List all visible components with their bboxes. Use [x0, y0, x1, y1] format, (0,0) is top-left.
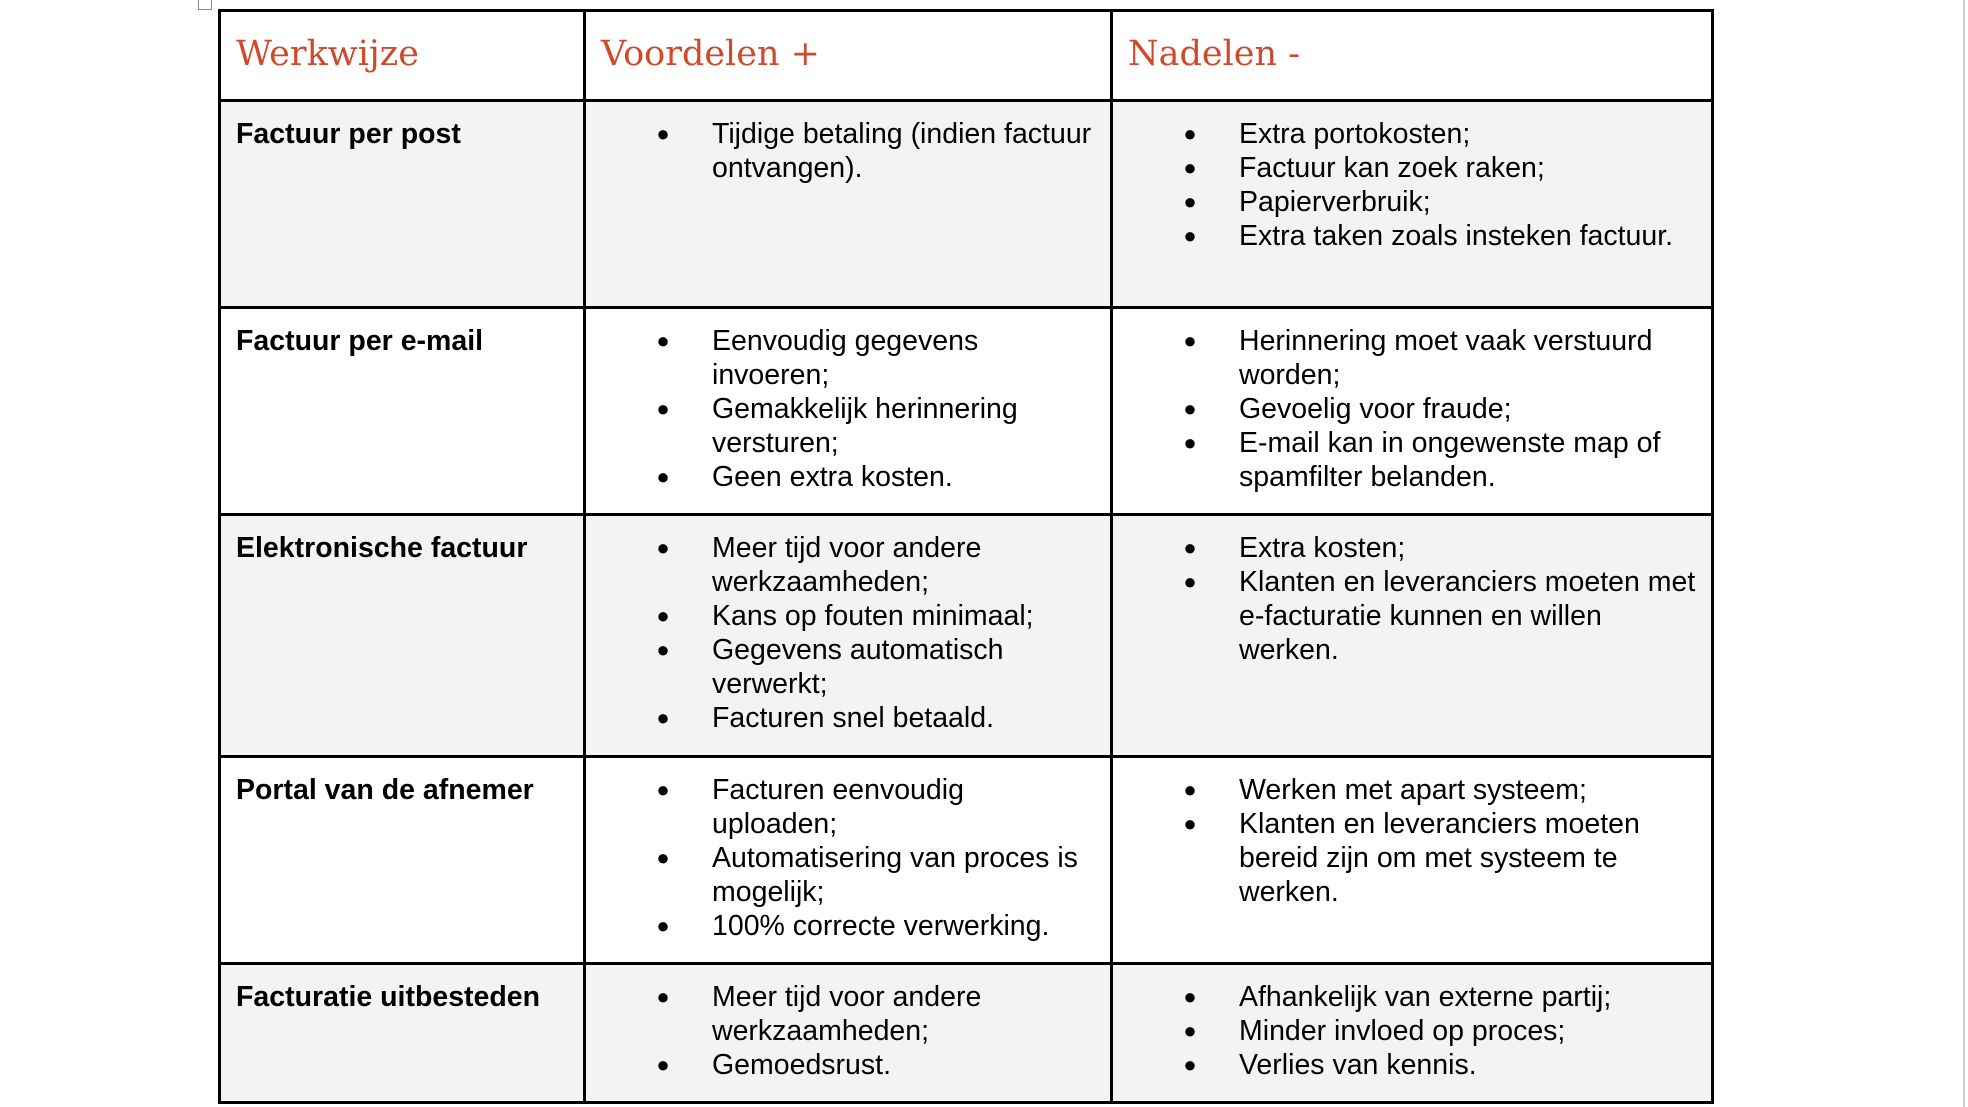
bullet-icon: ●: [656, 121, 670, 146]
list-item: [1183, 185, 1697, 219]
list-item-text: Geen extra kosten.: [712, 461, 953, 493]
cons-list: [1128, 773, 1697, 909]
list-item-text: E-mail kan in ongewenste map of spamfilter belanden.: [1239, 427, 1661, 493]
list-item: [1183, 426, 1697, 494]
bullet-icon: ●: [1183, 328, 1197, 353]
list-item-text: Gegevens automatisch verwerkt;: [712, 634, 1004, 700]
pros-cell: [585, 101, 1112, 308]
bullet-icon: ●: [656, 464, 670, 489]
list-item-text: Meer tijd voor andere werkzaamheden;: [712, 532, 982, 598]
table-row: [220, 101, 1713, 308]
bullet-icon: ●: [656, 603, 670, 628]
list-item: [656, 531, 1096, 599]
table-move-handle[interactable]: [198, 0, 212, 10]
list-item-text: Werken met apart systeem;: [1239, 774, 1587, 806]
list-item-text: Kans op fouten minimaal;: [712, 600, 1034, 632]
list-item-text: Gevoelig voor fraude;: [1239, 393, 1512, 425]
bullet-icon: ●: [1183, 223, 1197, 248]
cons-cell: [1112, 308, 1713, 515]
list-item: [1183, 324, 1697, 392]
list-item: [656, 392, 1096, 460]
bullet-icon: ●: [656, 328, 670, 353]
table-row: [220, 515, 1713, 757]
method-cell: Elektronische factuur: [220, 515, 585, 757]
list-item-text: Extra kosten;: [1239, 532, 1406, 564]
pros-cell: [585, 308, 1112, 515]
pros-list: [601, 324, 1096, 494]
list-item-text: Minder invloed op proces;: [1239, 1015, 1566, 1047]
list-item-text: Eenvoudig gegevens invoeren;: [712, 325, 979, 391]
list-item: [656, 460, 1096, 494]
list-item-text: Facturen snel betaald.: [712, 702, 995, 734]
header-werkwijze: Werkwijze: [220, 11, 585, 101]
cons-cell: [1112, 757, 1713, 964]
list-item: [656, 980, 1096, 1048]
list-item-text: Klanten en leveranciers moeten met e-facturatie kunnen en willen werken.: [1239, 566, 1696, 666]
list-item: [1183, 980, 1697, 1014]
cons-list: [1128, 324, 1697, 494]
cons-cell: [1112, 515, 1713, 757]
list-item: [656, 599, 1096, 633]
bullet-icon: ●: [656, 845, 670, 870]
list-item: [1183, 1014, 1697, 1048]
cons-list: [1128, 531, 1697, 667]
page-edge-divider: [1963, 0, 1965, 1107]
cons-list: [1128, 117, 1697, 253]
bullet-icon: ●: [1183, 811, 1197, 836]
bullet-icon: ●: [1183, 155, 1197, 180]
pros-list: [601, 980, 1096, 1082]
list-item: [656, 841, 1096, 909]
list-item-text: Automatisering van proces is mogelijk;: [712, 842, 1078, 908]
bullet-icon: ●: [656, 705, 670, 730]
list-item: [1183, 565, 1697, 667]
list-item: [656, 633, 1096, 701]
list-item-text: Tijdige betaling (indien factuur ontvangen).: [712, 118, 1092, 184]
list-item: [656, 909, 1096, 943]
bullet-icon: ●: [1183, 1018, 1197, 1043]
list-item: [1183, 392, 1697, 426]
list-item: [1183, 219, 1697, 253]
bullet-icon: ●: [1183, 535, 1197, 560]
list-item-text: Gemoedsrust.: [712, 1049, 891, 1081]
table-row: [220, 964, 1713, 1103]
bullet-icon: ●: [656, 913, 670, 938]
list-item: [656, 324, 1096, 392]
table-row: [220, 308, 1713, 515]
header-nadelen: Nadelen -: [1112, 11, 1713, 101]
bullet-icon: ●: [1183, 569, 1197, 594]
list-item-text: Extra taken zoals insteken factuur.: [1239, 220, 1674, 252]
list-item-text: Klanten en leveranciers moeten bereid zijn om met systeem te werken.: [1239, 808, 1640, 908]
bullet-icon: ●: [656, 1052, 670, 1077]
pros-cell: [585, 515, 1112, 757]
table-row: [220, 757, 1713, 964]
list-item-text: Gemakkelijk herinnering versturen;: [712, 393, 1018, 459]
list-item: [1183, 117, 1697, 151]
bullet-icon: ●: [656, 984, 670, 1009]
bullet-icon: ●: [656, 777, 670, 802]
pros-cell: [585, 757, 1112, 964]
list-item-text: Extra portokosten;: [1239, 118, 1471, 150]
cons-cell: [1112, 101, 1713, 308]
bullet-icon: ●: [1183, 396, 1197, 421]
list-item-text: Meer tijd voor andere werkzaamheden;: [712, 981, 982, 1047]
cons-list: [1128, 980, 1697, 1082]
list-item: [656, 701, 1096, 735]
list-item: [656, 1048, 1096, 1082]
list-item: [1183, 807, 1697, 909]
comparison-table: [218, 9, 1714, 1104]
method-cell: Factuur per post: [220, 101, 585, 308]
pros-list: [601, 117, 1096, 185]
list-item-text: Factuur kan zoek raken;: [1239, 152, 1545, 184]
bullet-icon: ●: [656, 396, 670, 421]
list-item: [1183, 1048, 1697, 1082]
list-item: [656, 773, 1096, 841]
list-item: [1183, 773, 1697, 807]
bullet-icon: ●: [1183, 1052, 1197, 1077]
list-item: [1183, 531, 1697, 565]
bullet-icon: ●: [1183, 121, 1197, 146]
bullet-icon: ●: [1183, 430, 1197, 455]
method-cell: Portal van de afnemer: [220, 757, 585, 964]
pros-cell: [585, 964, 1112, 1103]
pros-list: [601, 531, 1096, 735]
bullet-icon: ●: [1183, 189, 1197, 214]
list-item-text: Papierverbruik;: [1239, 186, 1431, 218]
list-item-text: Facturen eenvoudig uploaden;: [712, 774, 964, 840]
method-cell: Factuur per e-mail: [220, 308, 585, 515]
method-cell: Facturatie uitbesteden: [220, 964, 585, 1103]
list-item-text: Afhankelijk van externe partij;: [1239, 981, 1612, 1013]
bullet-icon: ●: [656, 535, 670, 560]
list-item-text: Verlies van kennis.: [1239, 1049, 1477, 1081]
list-item: [656, 117, 1096, 185]
table-header-row: [220, 11, 1713, 101]
list-item-text: 100% correcte verwerking.: [712, 910, 1050, 942]
bullet-icon: ●: [656, 637, 670, 662]
pros-list: [601, 773, 1096, 943]
bullet-icon: ●: [1183, 777, 1197, 802]
bullet-icon: ●: [1183, 984, 1197, 1009]
header-voordelen: Voordelen +: [585, 11, 1112, 101]
list-item: [1183, 151, 1697, 185]
cons-cell: [1112, 964, 1713, 1103]
list-item-text: Herinnering moet vaak verstuurd worden;: [1239, 325, 1653, 391]
